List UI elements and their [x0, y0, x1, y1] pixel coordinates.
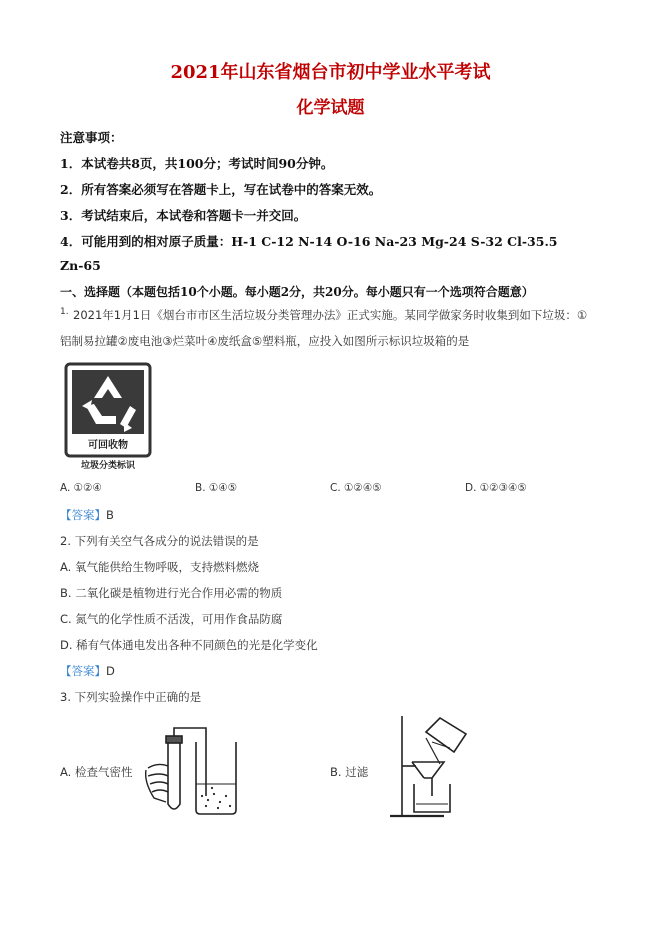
section-heading: 一、选择题（本题包括10个小题。每小题2分，共20分。每小题只有一个选项符合题意） [60, 285, 534, 299]
exam-title: 2021年山东省烟台市初中学业水平考试 [170, 62, 491, 83]
q1-stem-line2: 铝制易拉罐②废电池③烂菜叶④废纸盒⑤塑料瓶，应投入如图所示标识垃圾箱的是 [60, 334, 470, 348]
q2-answer [60, 663, 115, 679]
q2-stem: 2. 下列有关空气各成分的说法错误的是 [60, 534, 259, 548]
q3-stem: 3. 下列实验操作中正确的是 [60, 690, 202, 704]
answer-value: B [106, 508, 114, 522]
answer-label: 【答案】 [60, 508, 106, 522]
q1-stem-line1: 2021年1月1日《烟台市市区生活垃圾分类管理办法》正式实施。某同学做家务时收集到如下垃圾：① [73, 308, 588, 322]
q2-option-b: B. 二氧化碳是植物进行光合作用必需的物质 [60, 586, 283, 600]
q2-option-c: C. 氮气的化学性质不活泼，可用作食品防腐 [60, 612, 283, 626]
answer-label: 【答案】 [60, 664, 106, 678]
notice-item-2: 2．所有答案必须写在答题卡上，写在试卷中的答案无效。 [60, 182, 382, 197]
q1-option-a: A. ①②④ [60, 482, 102, 494]
q2-option-a: A. 氧气能供给生物呼吸，支持燃料燃烧 [60, 560, 259, 574]
answer-value: D [106, 664, 115, 678]
recycling-sign [64, 362, 154, 472]
q3-option-a: A. 检查气密性 [60, 765, 133, 779]
notice-heading: 注意事项： [60, 130, 123, 145]
q1-option-b: B. ①④⑤ [195, 482, 238, 494]
notice-item-1: 1．本试卷共8页，共100分；考试时间90分钟。 [60, 156, 334, 171]
q3-option-b: B. 过滤 [330, 765, 369, 779]
sign-caption: 垃圾分类标识 [80, 461, 136, 471]
notice-item-4: 4．可能用到的相对原子质量：H-1 C-12 N-14 O-16 Na-23 Mg-24 S-32 Cl-35.5 [60, 234, 558, 249]
exam-subtitle: 化学试题 [296, 98, 365, 118]
sign-text: 可回收物 [88, 440, 128, 451]
q1-number: 1. [60, 307, 69, 317]
filtration-apparatus-figure [386, 712, 478, 824]
q1-answer [60, 507, 114, 523]
q2-option-d: D. 稀有气体通电发出各种不同颜色的光是化学变化 [60, 638, 318, 652]
q1-option-c: C. ①②④⑤ [330, 482, 382, 494]
q1-option-d: D. ①②③④⑤ [465, 482, 527, 494]
airtightness-apparatus-figure [144, 722, 244, 822]
notice-item-3: 3．考试结束后，本试卷和答题卡一并交回。 [60, 208, 307, 223]
notice-item-4-wrap: Zn-65 [60, 258, 101, 273]
